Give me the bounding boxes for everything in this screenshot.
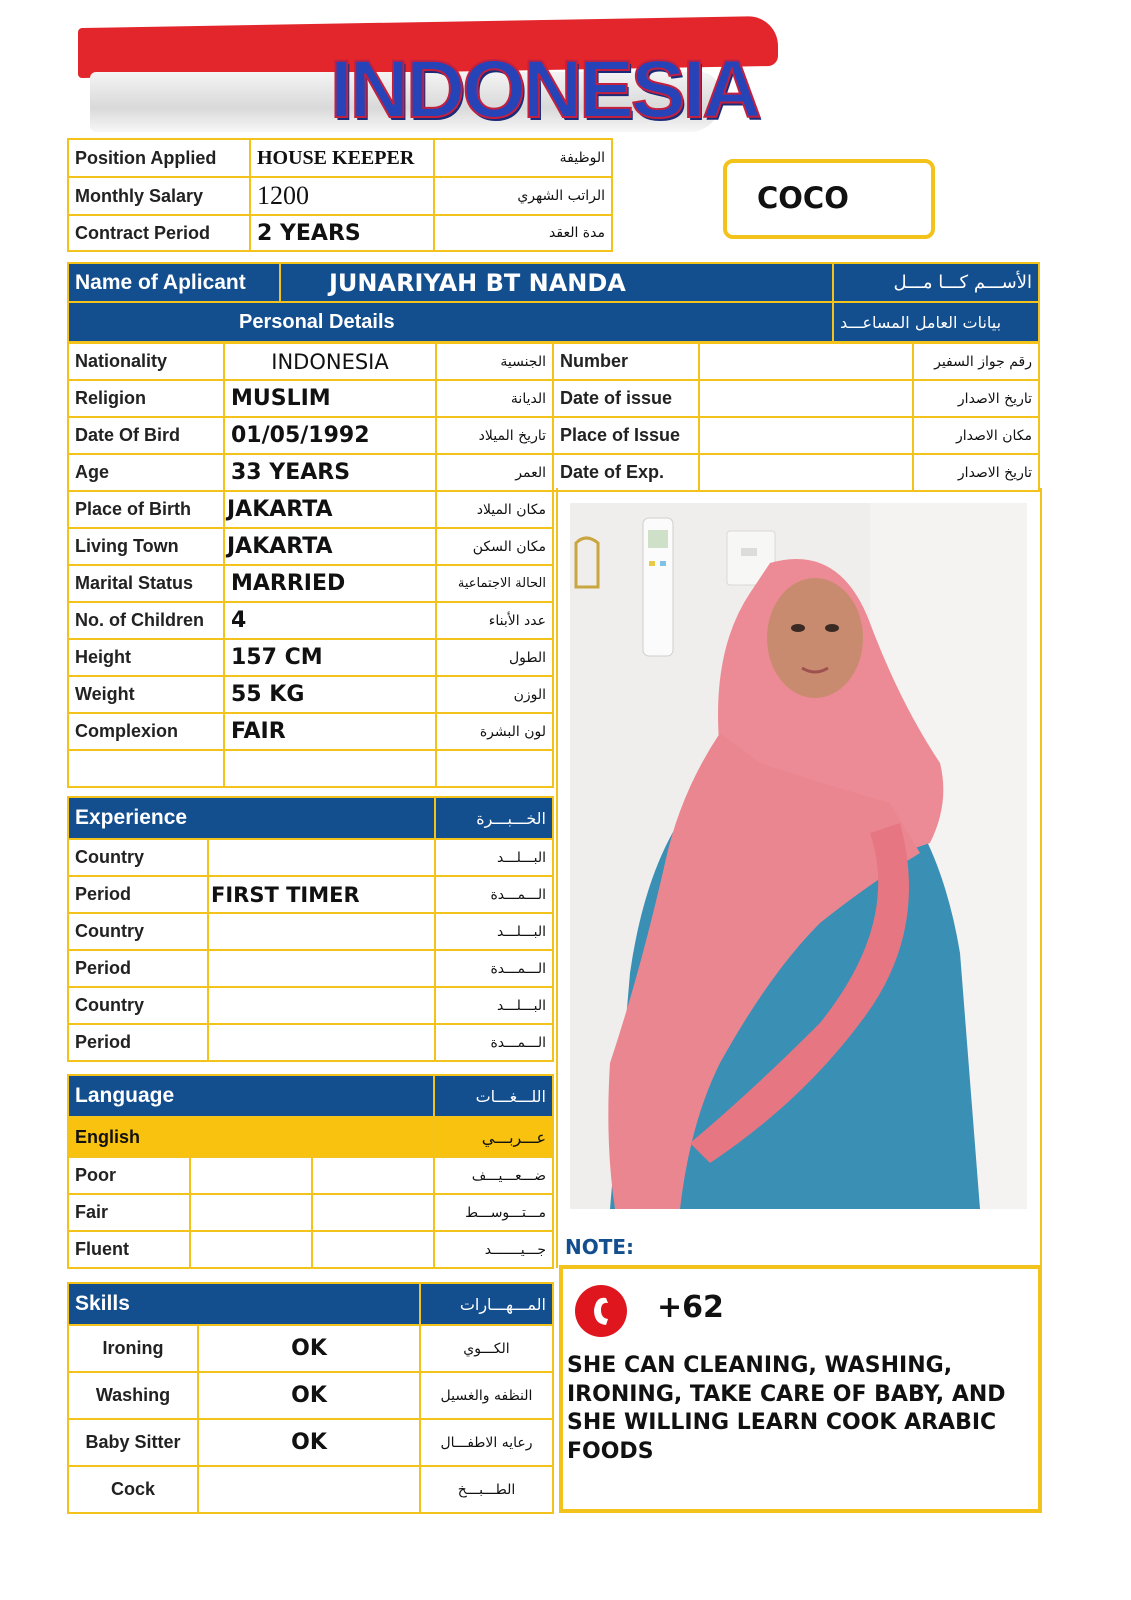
skill-value	[198, 1466, 420, 1513]
language-arabic-cell	[312, 1157, 434, 1194]
personal-value: JAKARTA	[224, 528, 436, 565]
language-english-cell	[190, 1231, 312, 1268]
skill-value: OK	[198, 1325, 420, 1372]
skill-label: Baby Sitter	[68, 1419, 198, 1466]
experience-value	[208, 913, 435, 950]
personal-label-ar	[436, 750, 553, 787]
personal-label: Living Town	[68, 528, 224, 565]
personal-label-ar: عدد الأبناء	[436, 602, 553, 639]
personal-label: Religion	[68, 380, 224, 417]
job-label: Contract Period	[68, 215, 250, 251]
language-header-ar: اللـــغـــات	[434, 1075, 553, 1117]
personal-label: Place of Birth	[68, 491, 224, 528]
applicant-bar	[67, 262, 1040, 343]
language-table	[67, 1074, 554, 1269]
personal-value: INDONESIA	[224, 343, 436, 380]
passport-label: Number	[553, 343, 699, 380]
passport-value	[699, 417, 913, 454]
job-value: 1200	[250, 177, 434, 215]
skill-value: OK	[198, 1419, 420, 1466]
experience-label: Country	[68, 839, 208, 876]
personal-label-ar: الطول	[436, 639, 553, 676]
personal-value: 55 KG	[224, 676, 436, 713]
skill-label-ar: النظفه والغسيل	[420, 1372, 553, 1419]
skills-table	[67, 1282, 554, 1514]
job-label: Position Applied	[68, 139, 250, 177]
job-value: HOUSE KEEPER	[250, 139, 434, 177]
passport-label-ar: رقم جواز السفير	[913, 343, 1039, 380]
passport-label-ar: مكان الاصدار	[913, 417, 1039, 454]
skill-label: Cock	[68, 1466, 198, 1513]
experience-value: FIRST TIMER	[208, 876, 435, 913]
personal-details-header-ar: بيانات العامل المساعـــد	[833, 302, 1039, 342]
applicant-label: Name of Aplicant	[68, 263, 280, 302]
personal-value: 01/05/1992	[224, 417, 436, 454]
language-level: Fair	[68, 1194, 190, 1231]
language-arabic-header: عـــربـــي	[434, 1117, 553, 1157]
passport-label: Date of Exp.	[553, 454, 699, 491]
personal-label: Weight	[68, 676, 224, 713]
personal-label-ar: تاريخ الميلاد	[436, 417, 553, 454]
skill-label-ar: الطـــبـــخ	[420, 1466, 553, 1513]
experience-label-ar: الـــمـــدة	[435, 950, 553, 987]
note-text: SHE CAN CLEANING, WASHING, IRONING, TAKE CARE OF BABY, AND SHE WILLING LEARN COOK ARABIC FOODS	[567, 1353, 1006, 1464]
language-level-ar: جـــيـــــــد	[434, 1231, 553, 1268]
skill-label-ar: رعايه الاطفـــال	[420, 1419, 553, 1466]
personal-value: 157 CM	[224, 639, 436, 676]
experience-value	[208, 1024, 435, 1061]
personal-label-ar: الديانة	[436, 380, 553, 417]
applicant-label-ar: الأســـم كـــا مـــل	[833, 263, 1039, 302]
experience-label-ar: الـــمـــدة	[435, 876, 553, 913]
personal-label: Marital Status	[68, 565, 224, 602]
personal-label-ar: العمر	[436, 454, 553, 491]
language-english-header: English	[68, 1117, 434, 1157]
experience-value	[208, 839, 435, 876]
passport-value	[699, 380, 913, 417]
personal-value	[224, 750, 436, 787]
experience-value	[208, 987, 435, 1024]
personal-label	[68, 750, 224, 787]
experience-label-ar: الـــمـــدة	[435, 1024, 553, 1061]
skill-label: Washing	[68, 1372, 198, 1419]
passport-table	[552, 342, 1040, 492]
experience-header-ar: الخـــبـــرة	[435, 797, 553, 839]
personal-label-ar: الجنسية	[436, 343, 553, 380]
personal-details-header: Personal Details	[68, 302, 833, 342]
passport-label: Date of issue	[553, 380, 699, 417]
personal-value: MARRIED	[224, 565, 436, 602]
personal-label-ar: الحالة الاجتماعية	[436, 565, 553, 602]
passport-value	[699, 343, 913, 380]
personal-table	[67, 342, 554, 788]
code-box: COCO	[723, 159, 935, 239]
language-arabic-cell	[312, 1231, 434, 1268]
experience-label: Period	[68, 1024, 208, 1061]
skills-header: Skills	[68, 1283, 420, 1325]
experience-label-ar: البـــلـــد	[435, 913, 553, 950]
personal-value: JAKARTA	[224, 491, 436, 528]
passport-label-ar: تاريخ الاصدار	[913, 454, 1039, 491]
skills-header-ar: المـــهـــارات	[420, 1283, 553, 1325]
language-level-ar: ضـــعـــيـــف	[434, 1157, 553, 1194]
personal-label: Age	[68, 454, 224, 491]
job-label-ar: الراتب الشهري	[434, 177, 612, 215]
job-label-ar: مدة العقد	[434, 215, 612, 251]
personal-value: MUSLIM	[224, 380, 436, 417]
personal-label: Nationality	[68, 343, 224, 380]
phone-number: +62	[657, 1290, 724, 1325]
personal-label: Date Of Bird	[68, 417, 224, 454]
personal-label: Complexion	[68, 713, 224, 750]
skill-label: Ironing	[68, 1325, 198, 1372]
job-value: 2 YEARS	[250, 215, 434, 251]
skill-value: OK	[198, 1372, 420, 1419]
experience-value	[208, 950, 435, 987]
passport-label: Place of Issue	[553, 417, 699, 454]
experience-label-ar: البـــلـــد	[435, 839, 553, 876]
job-label: Monthly Salary	[68, 177, 250, 215]
skill-label-ar: الكـــوي	[420, 1325, 553, 1372]
experience-label: Country	[68, 987, 208, 1024]
job-table	[67, 138, 613, 252]
language-english-cell	[190, 1194, 312, 1231]
phone-icon	[575, 1285, 627, 1337]
language-level: Poor	[68, 1157, 190, 1194]
language-arabic-cell	[312, 1194, 434, 1231]
passport-label-ar: تاريخ الاصدار	[913, 380, 1039, 417]
experience-label: Country	[68, 913, 208, 950]
experience-label-ar: البـــلـــد	[435, 987, 553, 1024]
applicant-photo	[570, 503, 1027, 1209]
personal-label-ar: لون البشرة	[436, 713, 553, 750]
language-header: Language	[68, 1075, 434, 1117]
personal-label: No. of Children	[68, 602, 224, 639]
personal-value: 33 YEARS	[224, 454, 436, 491]
passport-value	[699, 454, 913, 491]
language-level-ar: مـــتـــوســـط	[434, 1194, 553, 1231]
personal-value: 4	[224, 602, 436, 639]
personal-label-ar: مكان السكن	[436, 528, 553, 565]
experience-label: Period	[68, 950, 208, 987]
experience-table	[67, 796, 554, 1062]
applicant-photo-illustration	[570, 503, 1027, 1209]
applicant-name: JUNARIYAH BT NANDA	[280, 263, 833, 302]
country-title: INDONESIA	[330, 44, 759, 135]
language-level: Fluent	[68, 1231, 190, 1268]
note-label: NOTE:	[565, 1235, 635, 1259]
personal-value: FAIR	[224, 713, 436, 750]
job-label-ar: الوظيفة	[434, 139, 612, 177]
language-english-cell	[190, 1157, 312, 1194]
personal-label-ar: الوزن	[436, 676, 553, 713]
personal-label: Height	[68, 639, 224, 676]
personal-label-ar: مكان الميلاد	[436, 491, 553, 528]
experience-header: Experience	[68, 797, 435, 839]
experience-label: Period	[68, 876, 208, 913]
